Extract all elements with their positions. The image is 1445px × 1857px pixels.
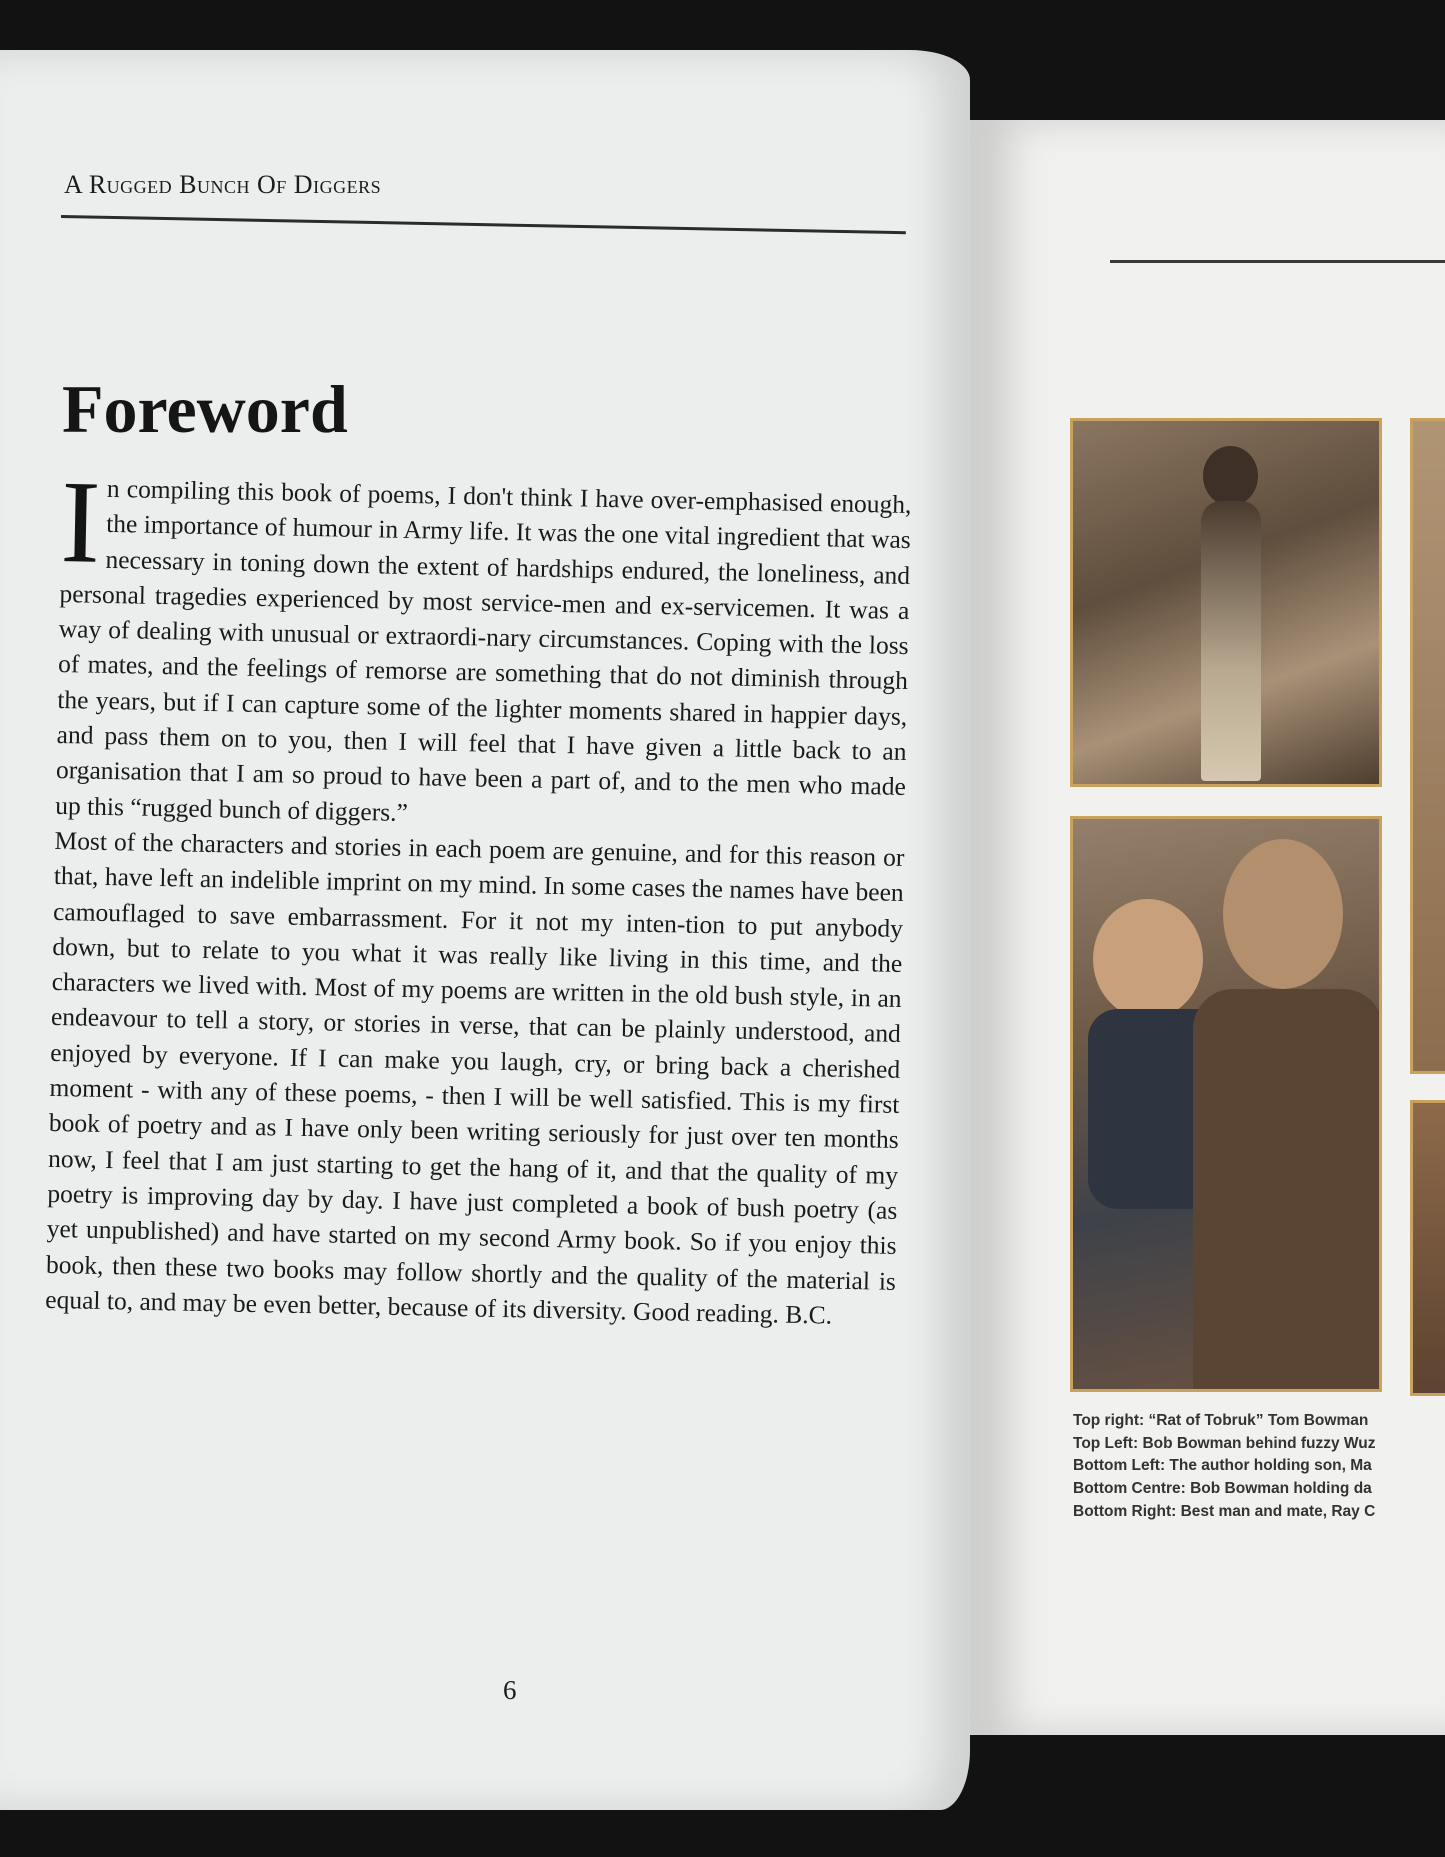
photo-bottom-left (1070, 816, 1382, 1392)
photo-man-body (1193, 989, 1382, 1389)
photo-top-left (1070, 418, 1382, 787)
photo-figure-shape (1203, 446, 1258, 506)
paragraph-2: Most of the characters and stories in each poem are genuine, and for this reason or that, have left an indelible imprint on my mind. In some cases the names have been camouflaged to save embarrassment. For it not my inten-tion to put anybody down, but to relate to you what it was really like living in this time, and the characters we lived with. Most of my poems are written in the old bush style, in an endeavour to tell a story, or stories in verse, that can be plainly understood, and enjoyed by everyone. If I can make you laugh, cry, or bring back a cherished moment - with any of these poems, - then I will be well satisfied. This is my first book of poetry and as I have only been writing seriously for just over ten months now, I feel that I am just starting to get the hang of it, and that the quality of my poetry is improving day by day. I have just completed a book of bush poetry (as yet unpublished) and have started on my second Army book. So if you enjoy this book, then these two books may follow shortly and the quality of the material is equal to, and may be even better, because of its diversity. Good reading. B.C. (45, 825, 905, 1330)
photo-captions (1073, 1410, 1445, 1524)
photo-bottom-right (1410, 1100, 1445, 1396)
photo-child-head (1093, 899, 1203, 1019)
caption-top-left: Top Left: Bob Bowman behind fuzzy Wuz (1073, 1434, 1376, 1452)
left-page (0, 50, 970, 1810)
page-title: Foreword (62, 371, 348, 447)
drop-cap: I (59, 456, 102, 588)
header-rule (61, 215, 906, 234)
caption-bottom-right: Bottom Right: Best man and mate, Ray C (1073, 1502, 1376, 1520)
caption-bottom-left: Bottom Left: The author holding son, Ma (1073, 1457, 1372, 1475)
photo-top-right (1410, 418, 1445, 1074)
right-page (970, 120, 1445, 1735)
foreword-body (45, 456, 912, 1334)
page-number: 6 (503, 1675, 517, 1705)
caption-bottom-centre: Bottom Centre: Bob Bowman holding da (1073, 1480, 1372, 1498)
paragraph-1 (54, 456, 912, 840)
header-rule-right (1110, 260, 1445, 263)
paragraph-1-text: n compiling this book of poems, I don't think I have over-emphasised enough, the importance of humour in Army life. It was the one vital ingredient that was necessary in toning down the extent of hardships endured, the loneliness, and personal tragedies experienced by most service-men and ex-servicemen. It was a way of dealing with unusual or extraordi-nary circumstances. Coping with the loss of mates, and the feelings of remorse are something that do not diminish through the years, but if I can capture some of the lighter moments shared in happier days, and pass them on to you, then I will feel that I have given a little back to an organisation that I am so proud to have been a part of, and to the men who made up this “rugged bunch of diggers.” (54, 473, 912, 827)
photo-man-head (1223, 839, 1343, 989)
photo-figure-body (1201, 501, 1261, 781)
running-head: A Rugged Bunch Of Diggers (64, 170, 382, 199)
caption-top-right: Top right: “Rat of Tobruk” Tom Bowman (1073, 1412, 1369, 1429)
